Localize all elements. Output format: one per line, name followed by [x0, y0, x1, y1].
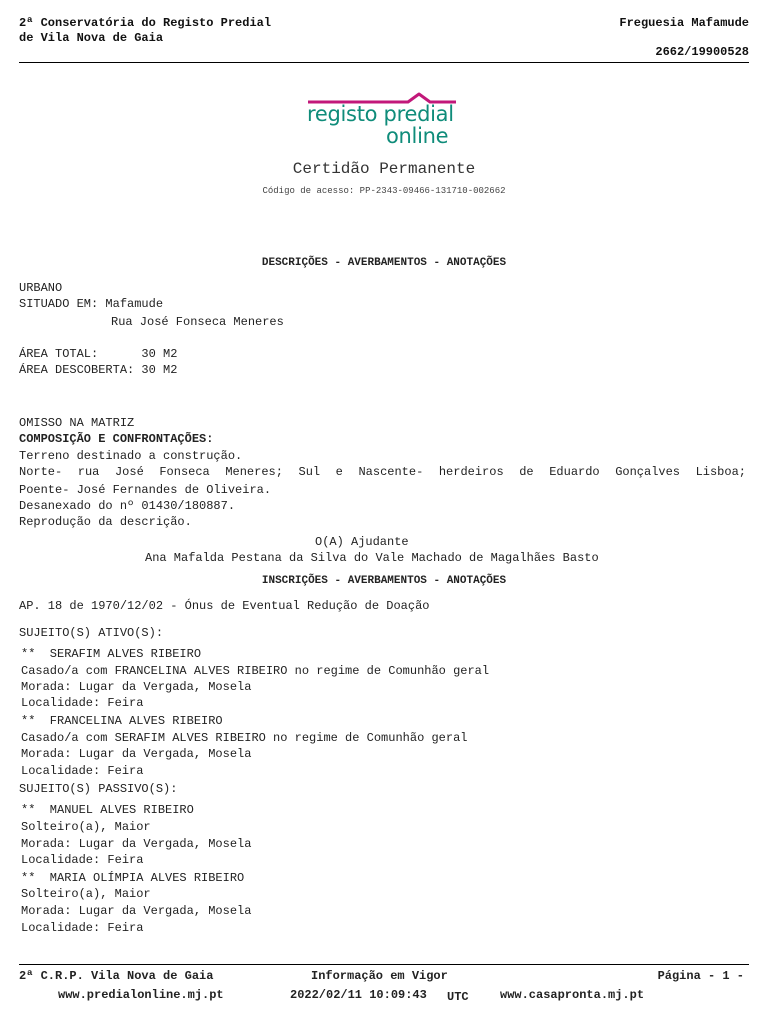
subject-status: Casado/a com SERAFIM ALVES RIBEIRO no regime de Comunhão geral: [21, 731, 468, 745]
subject-locality: Localidade: Feira: [21, 853, 144, 867]
subject-address: Morada: Lugar da Vergada, Mosela: [21, 680, 252, 694]
record-number: 2662/19900528: [655, 45, 749, 59]
subject-locality: Localidade: Feira: [21, 696, 144, 710]
footer-divider: [19, 964, 749, 965]
signer-name: Ana Mafalda Pestana da Silva do Vale Machado de Magalhães Basto: [145, 551, 599, 565]
subject-address: Morada: Lugar da Vergada, Mosela: [21, 904, 252, 918]
active-subjects-label: SUJEITO(S) ATIVO(S):: [19, 626, 164, 640]
description-line: Terreno destinado a construção.: [19, 449, 243, 463]
passive-subjects-label: SUJEITO(S) PASSIVO(S):: [19, 782, 178, 796]
street-address: Rua José Fonseca Meneres: [111, 315, 284, 329]
composition-heading: COMPOSIÇÃO E CONFRONTAÇÕES:: [19, 432, 214, 446]
area-uncovered: ÁREA DESCOBERTA: 30 M2: [19, 363, 178, 377]
footer-page-number: Página - 1 -: [657, 969, 744, 983]
subject-status: Solteiro(a), Maior: [21, 820, 151, 834]
description-line: Poente- José Fernandes de Oliveira.: [19, 483, 272, 497]
signer-role: O(A) Ajudante: [315, 535, 409, 549]
matrix-status: OMISSO NA MATRIZ: [19, 416, 135, 430]
description-line: Norte- rua José Fonseca Meneres; Sul e Nascente- herdeiros de Eduardo Gonçalves Lisboa;: [19, 465, 746, 479]
parish-label: Freguesia Mafamude: [619, 16, 749, 30]
subject-name: ** MANUEL ALVES RIBEIRO: [21, 803, 194, 817]
subject-address: Morada: Lugar da Vergada, Mosela: [21, 747, 252, 761]
subject-name: ** FRANCELINA ALVES RIBEIRO: [21, 714, 223, 728]
footer-timezone: UTC: [447, 990, 469, 1004]
office-name-line1: 2ª Conservatória do Registo Predial: [19, 16, 272, 30]
header-divider: [19, 62, 749, 63]
footer-datetime: 2022/02/11 10:09:43: [290, 988, 427, 1002]
subject-name: ** SERAFIM ALVES RIBEIRO: [21, 647, 202, 661]
access-code: Código de acesso: PP-2343-09466-131710-002662: [262, 186, 506, 196]
area-total: ÁREA TOTAL: 30 M2: [19, 347, 178, 361]
situated-in: SITUADO EM: Mafamude: [19, 297, 164, 311]
registo-predial-logo: [300, 88, 470, 150]
ap-entry: AP. 18 de 1970/12/02 - Ónus de Eventual Redução de Doação: [19, 599, 430, 613]
subject-status: Solteiro(a), Maior: [21, 887, 151, 901]
description-line: Reprodução da descrição.: [19, 515, 192, 529]
document-title: Certidão Permanente: [292, 160, 476, 178]
footer-link-predialonline[interactable]: www.predialonline.mj.pt: [58, 988, 224, 1002]
subject-locality: Localidade: Feira: [21, 764, 144, 778]
logo-word-online: online: [386, 124, 449, 148]
footer-link-casapronta[interactable]: www.casapronta.mj.pt: [500, 988, 645, 1002]
subject-status: Casado/a com FRANCELINA ALVES RIBEIRO no regime de Comunhão geral: [21, 664, 490, 678]
footer-status: Informação em Vigor: [311, 969, 448, 983]
subject-name: ** MARIA OLÍMPIA ALVES RIBEIRO: [21, 871, 245, 885]
logo-word-registo-predial: registo predial: [307, 102, 454, 126]
footer-office: 2ª C.R.P. Vila Nova de Gaia: [19, 969, 214, 983]
description-line: Desanexado do nº 01430/180887.: [19, 499, 236, 513]
section-heading-inscriptions: INSCRIÇÕES - AVERBAMENTOS - ANOTAÇÕES: [261, 575, 507, 587]
office-name-line2: de Vila Nova de Gaia: [19, 31, 164, 45]
subject-locality: Localidade: Feira: [21, 921, 144, 935]
section-heading-descriptions: DESCRIÇÕES - AVERBAMENTOS - ANOTAÇÕES: [261, 257, 507, 269]
subject-address: Morada: Lugar da Vergada, Mosela: [21, 837, 252, 851]
property-type: URBANO: [19, 281, 63, 295]
